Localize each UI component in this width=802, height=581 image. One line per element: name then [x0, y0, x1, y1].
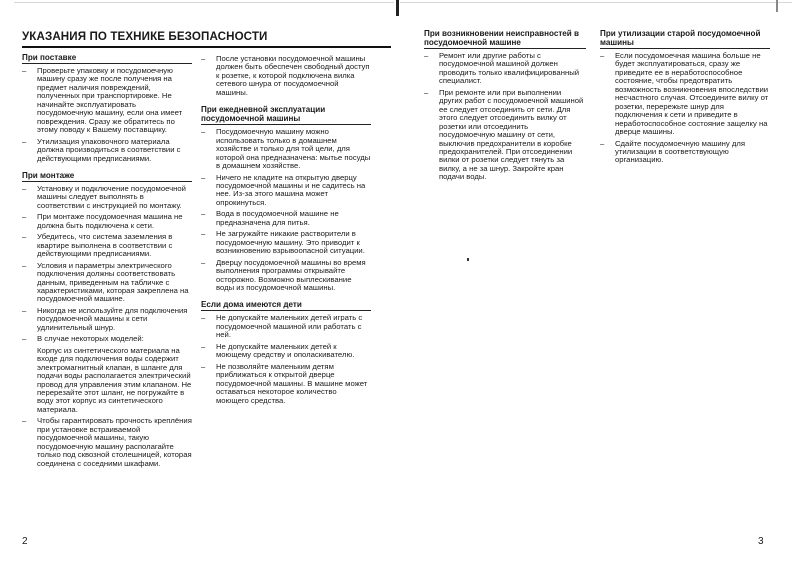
section-heading-disposal: При утилизации старой посудомоечной машины — [600, 29, 761, 47]
column-3 — [424, 29, 586, 185]
heading-rule — [424, 48, 586, 49]
list-item-text: Ремонт или другие работы с посудомоечной машиной должен проводить только квалифицированный специалист. — [439, 51, 580, 86]
bullet-dash: – — [22, 305, 27, 315]
bullet-dash: – — [22, 136, 27, 146]
list-item-text: Не загружайте никакие растворители в посудомоечную машину. Это приводит к возникновению взрывоопасной ситуации. — [216, 229, 365, 256]
bullet-dash: – — [600, 51, 605, 60]
list-item — [201, 174, 371, 208]
bullet-dash: – — [22, 183, 27, 193]
bullet-dash: – — [22, 232, 27, 242]
list-item — [22, 185, 192, 210]
bullet-dash: – — [201, 209, 206, 219]
scan-mark — [776, 0, 778, 12]
section-heading-daily-use: При ежедневной эксплуатации посудомоечной машины — [201, 105, 326, 124]
column-1 — [22, 53, 192, 471]
section-heading-children: Если дома имеются дети — [201, 300, 302, 310]
list-item-text: Убедитесь, что система заземления в квартире выполнена в соответствии с действующими предписаниями. — [37, 232, 173, 259]
list-item — [600, 52, 770, 137]
bullet-dash: – — [201, 361, 206, 371]
list-item-text: Чтобы гарантировать прочность креплёния при установке встраиваемой посудомоечной машины, такую посудомоечную машину располагайте только под сквозной столешницей, которая соединена с соседними шкафами. — [37, 416, 192, 468]
list-item — [201, 314, 371, 339]
list-item-text: Условия и параметры электрического подключения должны соответствовать данным, приведенным на табличке с характеристиками, которая закреплена на посудомоечной машине. — [37, 260, 189, 304]
page-edge-left — [14, 2, 394, 3]
page-title: УКАЗАНИЯ ПО ТЕХНИКЕ БЕЗОПАСНОСТИ — [22, 30, 268, 43]
bullet-dash: – — [22, 66, 27, 75]
list-item-text: Дверцу посудомоечной машины во время выполнения программы открывайте осторожно. Возможно выплескивание воды из посудомоечной машины. — [216, 257, 366, 292]
bullet-dash: – — [201, 341, 206, 351]
list-item — [424, 89, 586, 182]
list-item-text: При ремонте или при выполнении других работ с посудомоечной машиной ее следует отсоединить от сети. Для этого следует отсоединить вилку от розетки или отсоединить посудомоечную машину от сети, выключив предохранители в коробке предохранителей. При отсоединении вилки от розетки следует тянуть за вилку, а не за шнур. Закройте кран подачи воды. — [439, 87, 584, 182]
bullet-dash: – — [201, 257, 206, 267]
bullet-dash: – — [201, 229, 206, 239]
page-edge-right — [400, 2, 792, 3]
title-underline — [22, 46, 391, 48]
list-item — [201, 55, 371, 97]
bullet-dash: – — [424, 51, 429, 60]
heading-rule — [201, 124, 371, 125]
binding-mark — [396, 0, 399, 16]
list-item — [22, 213, 192, 230]
bullet-dash: – — [600, 138, 605, 148]
section-heading-installation: При монтаже — [22, 170, 75, 180]
list-item — [424, 52, 586, 86]
bullet-dash: – — [201, 127, 206, 137]
bullet-dash: – — [22, 334, 27, 344]
list-item — [201, 230, 371, 255]
column-4 — [600, 29, 770, 168]
list-item — [600, 140, 770, 165]
list-item-text: Не допускайте маленьких детей играть с посудомоечной машиной или работать с ней. — [216, 313, 363, 340]
list-item-text: Утилизация упаковочного материала должна производиться в соответствии с действующими предписаниями. — [37, 136, 181, 163]
list-item — [201, 259, 371, 293]
list-item-text: Проверьте упаковку и посудомоечную машину сразу же после получения на предмет наличия повреждений, полученных при транспортировке. Не начинайте эксплуатировать посудомоечную машину, если она имеет повреждения. Сразу же обратитесь по этому поводу к Вашему поставщику. — [37, 66, 183, 135]
list-item-text: Если посудомоечная машина больше не будет эксплуатироваться, сразу же приведите ее в неработоспособное состояние, чтобы предотвратить возможность возникновения впоследствии несчастного случая. Отсоедините вилку от розетки, перережьте шнур для подключения к сети и приведите в неработоспособное состояние защелку на дверце машины. — [615, 51, 769, 137]
list-item-text: Не позволяйте маленьким детям приближаться к открытой дверце посудомоечной машины. В машине может оставаться некоторое количество моющего средства. — [216, 361, 368, 405]
page-number-right: 3 — [758, 536, 764, 547]
column-2 — [201, 55, 371, 408]
list-item-text: Ничего не кладите на открытую дверцу посудомоечной машины и не садитесь на нее. Из-за этого машина может опрокинуться. — [216, 172, 366, 207]
list-item-text: После установки посудомоечной машины должен быть обеспечен свободный доступ к розетке, к которой подключена вилка сетевого шнура от посудомоечной машины. — [216, 54, 370, 97]
heading-rule — [22, 63, 192, 64]
list-item-text: При монтаже посудомоечная машина не должна быть подключена к сети. — [37, 212, 183, 230]
page-number-left: 2 — [22, 536, 28, 547]
bullet-dash: – — [424, 87, 429, 97]
bullet-dash: – — [201, 313, 206, 323]
heading-rule — [201, 310, 371, 311]
bullet-dash: – — [22, 260, 27, 270]
list-item — [22, 417, 192, 468]
list-item — [201, 128, 371, 170]
scan-speck — [467, 258, 469, 261]
list-item — [22, 262, 192, 304]
bullet-dash: – — [201, 172, 206, 182]
list-item-text: В случае некоторых моделей: — [37, 334, 144, 344]
bullet-dash: – — [201, 54, 206, 63]
list-item — [22, 138, 192, 163]
bullet-dash: – — [22, 416, 27, 426]
bullet-dash: – — [22, 212, 27, 222]
list-item-text: Не допускайте маленьких детей к моющему средству и ополаскивателю. — [216, 341, 355, 360]
list-item-text: Сдайте посудомоечную машину для утилизации в соответствующую организацию. — [615, 138, 746, 165]
heading-rule — [600, 48, 770, 49]
list-item — [201, 343, 371, 360]
list-item — [201, 363, 371, 405]
list-item-text: Посудомоечную машину можно использовать только в домашнем хозяйстве и только для той цели, для которой она предназначена: мытье посуды в домашнем хозяйстве. — [216, 127, 371, 171]
indented-paragraph: Корпус из синтетического материала на входе для подключения воды содержит электромагнитный клапан, в шланге для подачи воды располагается электрический провод для управления этим клапаном. Не перерезайте этот шланг, не погружайте в воду этот корпус из синтетического материала. — [37, 345, 192, 414]
list-item-text: Вода в посудомоечной машине не предназначена для питья. — [216, 209, 339, 227]
section-heading-malfunction: При возникновении неисправностей в посудомоечной машине — [424, 29, 579, 47]
list-item — [22, 307, 192, 332]
section-heading-delivery: При поставке — [22, 53, 77, 62]
list-item — [22, 233, 192, 258]
heading-rule — [22, 181, 192, 182]
list-item — [201, 210, 371, 227]
list-item — [22, 67, 192, 135]
list-item-text: Установку и подключение посудомоечной машины следует выполнять в соответствии с инструкцией по монтажу. — [37, 183, 186, 210]
list-item-text: Никогда не используйте для подключения посудомоечной машины к сети удлинительный шнур. — [37, 305, 188, 332]
list-item — [22, 335, 192, 343]
